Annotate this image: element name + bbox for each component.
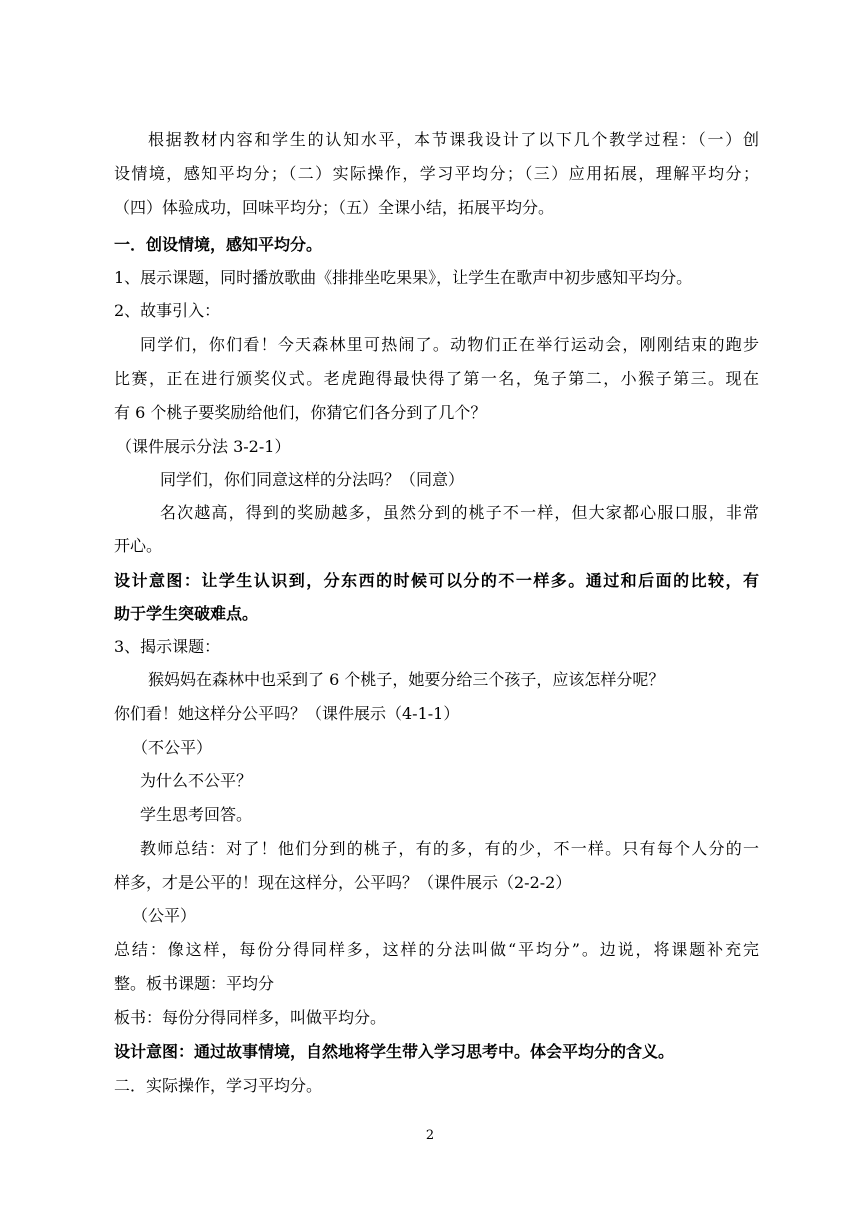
text-line: 有 6 个桃子要奖励给他们，你猜它们各分到了几个？	[114, 403, 487, 422]
text-line: 教师总结：对了！他们分到的桃子，有的多，有的少，不一样。只有每个人分的一	[140, 839, 759, 858]
design-intent: 设计意图：通过故事情境，自然地将学生带入学习思考中。体会平均分的含义。	[114, 1042, 675, 1061]
text-line: 样多，才是公平的！现在这样分，公平吗？（课件展示（2-2-2）	[114, 873, 572, 892]
text-line: （不公平）	[132, 738, 213, 757]
text-line: （公平）	[132, 906, 197, 925]
design-intent: 助于学生突破难点。	[114, 604, 259, 623]
text-line: （四）体验成功，回味平均分；（五）全课小结，拓展平均分。	[114, 198, 555, 217]
text-line: 1、展示课题，同时播放歌曲《排排坐吃果果》，让学生在歌声中初步感知平均分。	[114, 268, 693, 287]
text-line: 同学们，你们看！今天森林里可热闹了。动物们正在举行运动会，刚刚结束的跑步	[140, 335, 759, 354]
page-number: 2	[425, 1128, 435, 1143]
text-line: 猴妈妈在森林中也采到了 6 个桃子，她要分给三个孩子，应该怎样分呢？	[148, 670, 665, 689]
text-line: 设情境，感知平均分；（二）实际操作，学习平均分；（三）应用拓展，理解平均分；	[114, 164, 759, 183]
design-intent: 设计意图：让学生认识到，分东西的时候可以分的不一样多。通过和后面的比较，有	[114, 571, 759, 590]
text-line: 名次越高，得到的奖励越多，虽然分到的桃子不一样，但大家都心服口服，非常	[160, 503, 759, 522]
text-line: 比赛，正在进行颁奖仪式。老虎跑得最快得了第一名，兔子第二，小猴子第三。现在	[114, 369, 759, 388]
text-line: （课件展示分法 3-2-1）	[116, 437, 291, 456]
text-line: 为什么不公平？	[140, 771, 253, 790]
text-line: 开心。	[114, 536, 163, 555]
text-line: 板书：每份分得同样多，叫做平均分。	[114, 1008, 387, 1027]
text-line: 总结：像这样，每份分得同样多，这样的分法叫做“平均分”。边说，将课题补充完	[114, 940, 759, 959]
section-heading: 二．实际操作，学习平均分。	[114, 1076, 323, 1095]
text-line: 根据教材内容和学生的认知水平，本节课我设计了以下几个教学过程：（一）创	[148, 130, 759, 149]
text-line: 学生思考回答。	[140, 805, 253, 824]
text-line: 同学们，你们同意这样的分法吗？（同意）	[160, 470, 465, 489]
text-line: 你们看！她这样分公平吗？（课件展示（4-1-1）	[114, 704, 460, 723]
text-line: 2、故事引入：	[114, 301, 221, 320]
section-heading: 一．创设情境，感知平均分。	[114, 235, 323, 254]
text-line: 3、揭示课题：	[114, 637, 221, 656]
text-line: 整。板书课题：平均分	[114, 974, 275, 993]
